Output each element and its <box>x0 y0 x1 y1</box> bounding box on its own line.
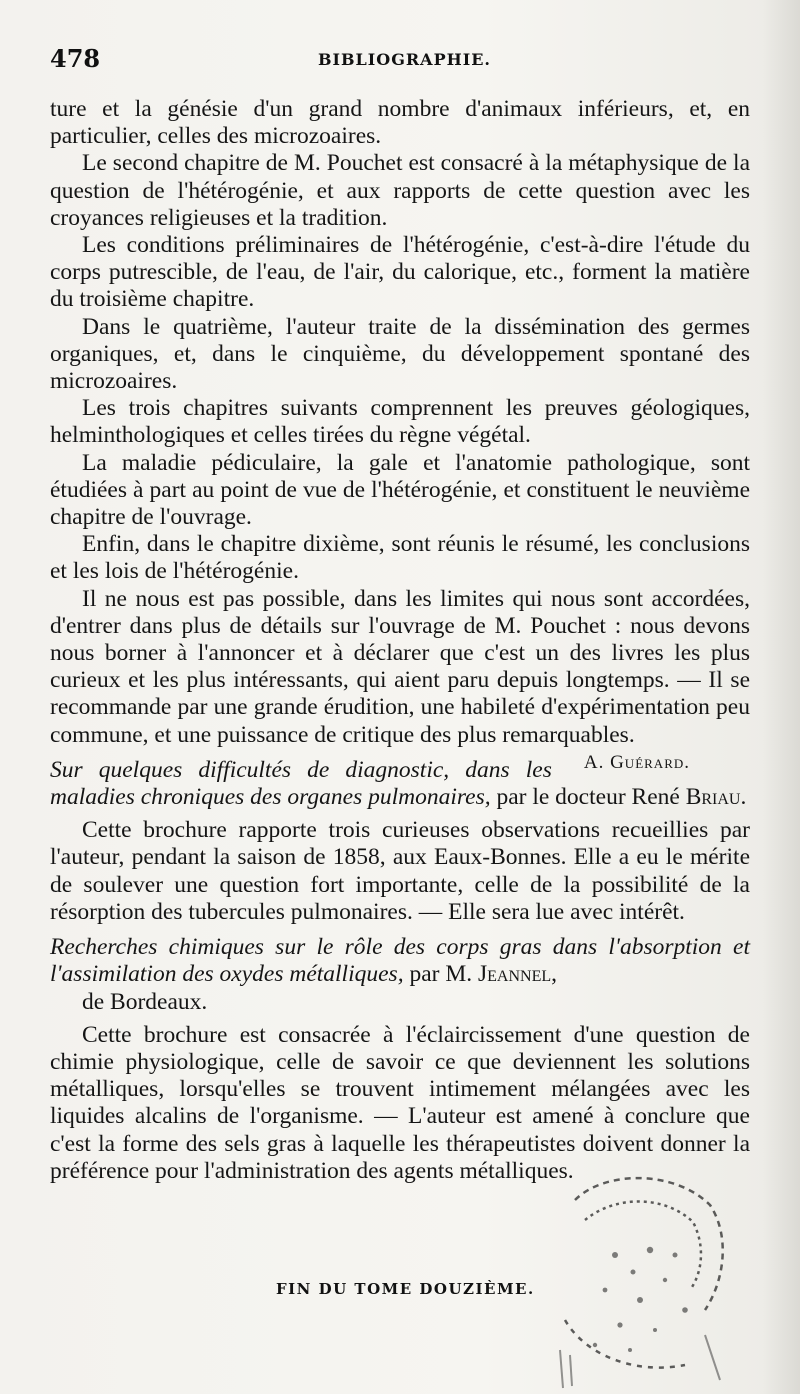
page-body <box>50 96 750 1185</box>
paragraph: ture et la génésie d'un grand nombre d'animaux inférieurs, et, en particulier, celles des microzoaires. <box>50 96 750 150</box>
page-header <box>50 44 740 74</box>
paragraph: Les conditions préliminaires de l'hétérogénie, c'est-à-dire l'étude du corps putrescible, de l'eau, de l'air, du calorique, etc., forment la matière du troisième chapitre. <box>50 232 750 313</box>
bibliography-entry-title <box>50 934 750 1016</box>
entry-title: Sur quelques difficultés de diagnostic, dans les maladies chroniques des organes pulmonaires, <box>50 756 552 811</box>
signature: A. Guérard. <box>583 751 690 773</box>
paragraph: Dans le quatrième, l'auteur traite de la dissémination des germes organiques, et, dans le cinquième, du développement spontané des microzoaires. <box>50 313 750 395</box>
running-title: BIBLIOGRAPHIE. <box>318 50 491 69</box>
entry-author: Jeannel, <box>477 961 557 988</box>
paragraph: La maladie pédiculaire, la gale et l'anatomie pathologique, sont étudiées à part au point de vue de l'hétérogénie, et constituent le neuvième chapitre de l'ouvrage. <box>50 449 750 531</box>
entry-by: par M. <box>409 961 473 988</box>
paragraph: Enfin, dans le chapitre dixième, sont réunis le résumé, les conclusions et les lois de l'hétérogénie. <box>50 531 750 585</box>
entry-title: Recherches chimiques sur le rôle des corps gras dans l'absorption et l'assimilation des oxydes métalliques, <box>50 934 750 988</box>
library-stamp-icon <box>545 1160 735 1390</box>
volume-end-note: FIN DU TOME DOUZIÈME. <box>276 1280 535 1298</box>
page-number: 478 <box>50 44 101 73</box>
entry-text: Cette brochure est consacrée à l'éclaircissement d'une question de chimie physiologique, celle de savoir ce que deviennent les solutions métalliques, lorsqu'elles se trouvent intimement mélangées avec les liquides alcalins de l'organisme. — L'auteur est amené à conclure que c'est la forme des sels gras à laquelle les thérapeutistes doivent donner la préférence pour l'administration des agents métalliques. <box>50 1021 750 1184</box>
entry-author: Briau. <box>685 784 747 811</box>
paragraph: Les trois chapitres suivants comprennent les preuves géologiques, helminthologiques et celles tirées du règne végétal. <box>50 395 750 449</box>
paragraph: Il ne nous est pas possible, dans les limites qui nous sont accordées, d'entrer dans plus de détails sur l'ouvrage de M. Pouchet : nous devons nous borner à l'annoncer et à déclarer que c'est un des livres les plus curieux et les plus intéressants, qui aient paru depuis longtemps. — Il se recommande par une grande érudition, une habileté d'expérimentation peu commune, et une puissance de critique des plus remarquables. <box>50 585 750 748</box>
entry-city: de Bordeaux. <box>82 988 208 1015</box>
paragraph-with-signature <box>50 585 750 773</box>
paragraph: Le second chapitre de M. Pouchet est consacré à la métaphysique de la question de l'hétérogénie, et aux rapports de cette question avec les croyances religieuses et la tradition. <box>50 150 750 231</box>
entry-text: Cette brochure rapporte trois curieuses observations recueillies par l'auteur, pendant la saison de 1858, aux Eaux-Bonnes. Elle a eu le mérite de soulever une question fort importante, celle de la possibilité de la résorption des tubercules pulmonaires. — Elle sera lue avec intérêt. <box>50 817 750 925</box>
entry-by: par le docteur René <box>496 784 680 811</box>
